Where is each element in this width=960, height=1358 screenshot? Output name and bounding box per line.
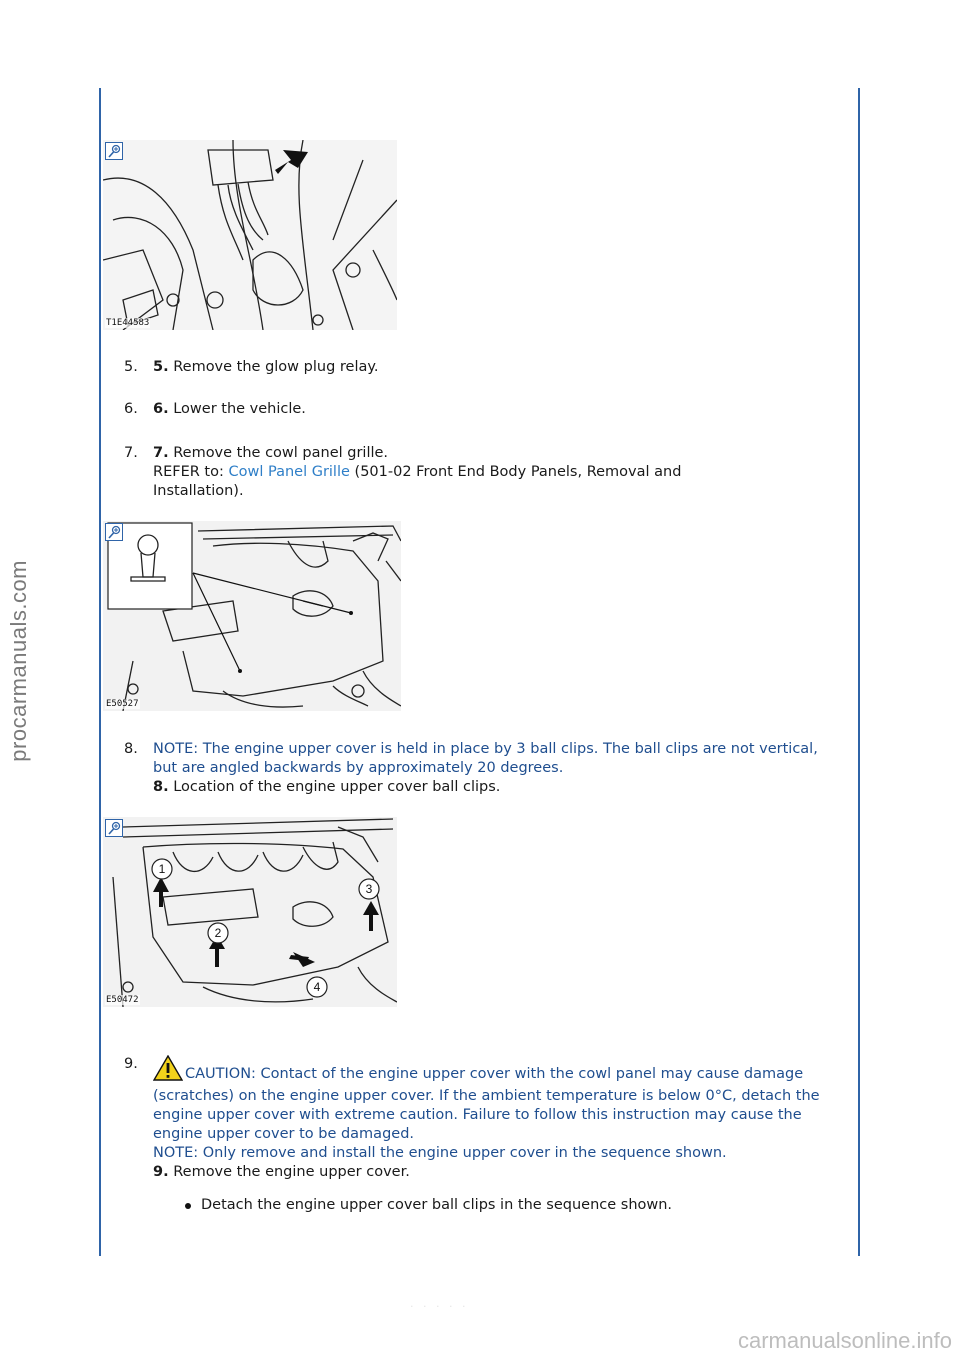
figure-glow-plug-relay	[103, 140, 397, 330]
zoom-icon[interactable]	[105, 142, 123, 160]
step-6	[124, 400, 844, 419]
bullet-text: Detach the engine upper cover ball clips in the sequence shown.	[201, 1197, 673, 1213]
list-item	[171, 1196, 844, 1215]
figure-code: E50527	[106, 699, 139, 709]
step-text: Remove the engine upper cover.	[168, 1164, 410, 1180]
figure-engine-cover-ball-clips	[103, 521, 401, 711]
figure-code: E50472	[106, 995, 139, 1005]
step-number: 8.	[124, 741, 138, 757]
step-number: 7.	[124, 445, 138, 461]
step-note: NOTE: Only remove and install the engine upper cover in the sequence shown.	[153, 1145, 727, 1161]
step-note: NOTE: The engine upper cover is held in place by 3 ball clips. The ball clips are not vertical, but are angled backwards by approximately 20 degrees.	[153, 741, 818, 776]
step-bold-number: 5.	[153, 359, 169, 375]
step-9	[124, 1055, 844, 1215]
step-text: Remove the glow plug relay.	[168, 359, 379, 375]
step-text: Location of the engine upper cover ball clips.	[168, 779, 501, 795]
caution-warning-icon	[153, 1055, 183, 1087]
refer-prefix: REFER to:	[153, 464, 229, 480]
step-7	[124, 444, 844, 501]
bottom-watermark: carmanualsonline.info	[737, 1328, 952, 1353]
bullet-icon	[185, 1203, 191, 1209]
glow-plug-relay-illustration	[103, 140, 397, 330]
step-text: Lower the vehicle.	[168, 401, 306, 417]
step-number: 9.	[124, 1056, 138, 1072]
step-5	[124, 358, 844, 377]
step-text: Remove the cowl panel grille.	[168, 445, 389, 461]
caution-body: CAUTION: Contact of the engine upper cover with the cowl panel may cause damage (scratches) on the engine upper cover. If the ambient temperature is below 0°C, detach the engine upper cover with extreme caution. Failure to follow this instruction may cause the engine upper cover to be damaged.	[153, 1066, 820, 1142]
callout-label: 2	[214, 926, 222, 940]
refer-suffix: (501-02 Front End Body Panels, Removal and Installation).	[153, 464, 682, 499]
removal-sequence-illustration	[103, 817, 397, 1007]
step-bold-number: 9.	[153, 1164, 169, 1180]
step-8	[124, 740, 844, 797]
cowl-panel-grille-link[interactable]: Cowl Panel Grille	[228, 464, 350, 480]
callout-label: 4	[313, 980, 321, 994]
step-number: 5.	[124, 359, 138, 375]
step-bold-number: 8.	[153, 779, 169, 795]
left-margin-rule	[99, 88, 101, 1256]
right-margin-rule	[858, 88, 860, 1256]
zoom-icon[interactable]	[105, 819, 123, 837]
step-bold-number: 6.	[153, 401, 169, 417]
step-bold-number: 7.	[153, 445, 169, 461]
side-watermark: procarmanuals.com	[6, 560, 31, 762]
callout-label: 1	[158, 862, 166, 876]
figure-removal-sequence	[103, 817, 397, 1007]
footer-faint-text: · · · · ·	[410, 1300, 469, 1313]
figure-code: T1E44583	[106, 318, 150, 328]
callout-label: 3	[365, 882, 373, 896]
engine-cover-illustration	[103, 521, 401, 711]
caution-text	[153, 1055, 844, 1144]
step-number: 6.	[124, 401, 138, 417]
zoom-icon[interactable]	[105, 523, 123, 541]
